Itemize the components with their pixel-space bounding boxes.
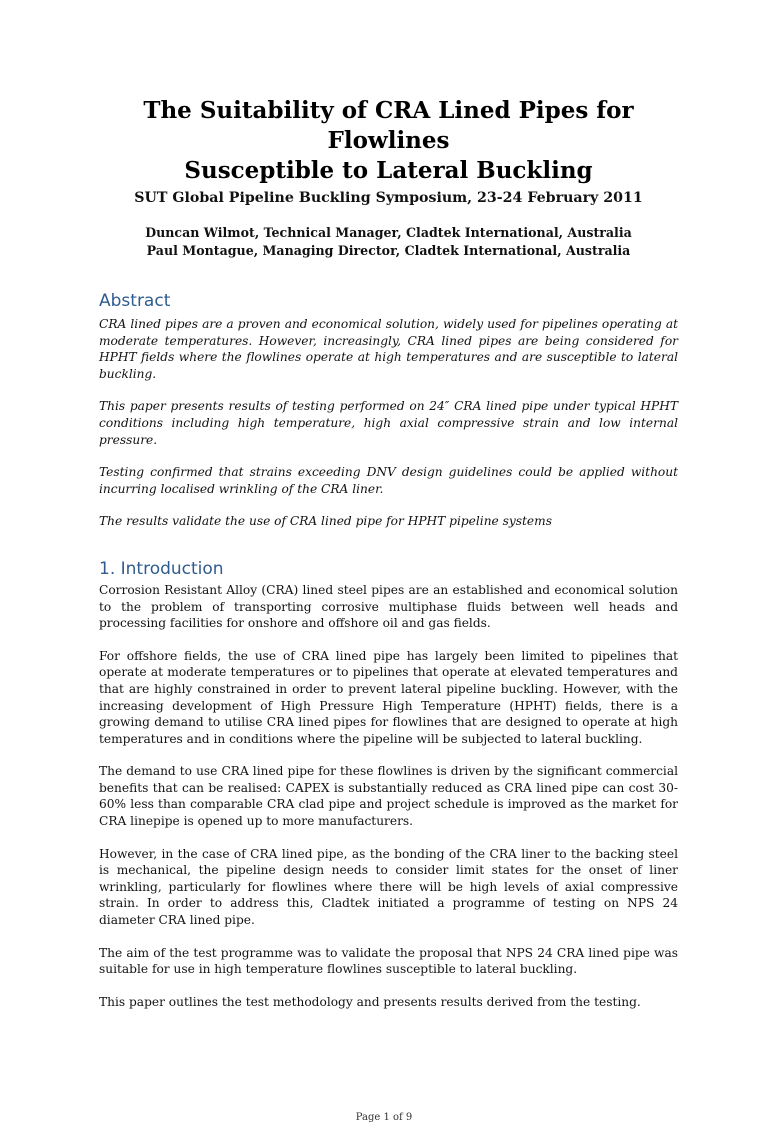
- conference-subtitle: SUT Global Pipeline Buckling Symposium, 23-24 February 2011: [134, 190, 643, 206]
- introduction-paragraph: However, in the case of CRA lined pipe, as the bonding of the CRA liner to the backing steel is mechanical, the pipeline design needs to consider limit states for the onset of liner wrinkling, particularly for flowlines where there will be high levels of axial compressive strain. In order to address this, Cladtek initiated a programme of testing on NPS 24 diameter CRA lined pipe.: [99, 846, 678, 928]
- introduction-paragraph: The aim of the test programme was to validate the proposal that NPS 24 CRA lined pipe was suitable for use in high temperature flowlines susceptible to lateral buckling.: [99, 945, 678, 977]
- author-list: [99, 224, 678, 260]
- introduction-paragraph: For offshore fields, the use of CRA lined pipe has largely been limited to pipelines that operate at moderate temperatures or to pipelines that operate at elevated temperatures and that are highly constrained in order to prevent lateral pipeline buckling. However, with the increasing development of High Pressure High Temperature (HPHT) fields, there is a growing demand to utilise CRA lined pipes for flowlines that are designed to operate at high temperatures and in conditions where the pipeline will be subjected to lateral buckling.: [99, 648, 678, 746]
- introduction-paragraph: Corrosion Resistant Alloy (CRA) lined steel pipes are an established and economical solution to the problem of transporting corrosive multiphase fluids between well heads and processing facilities for onshore and offshore oil and gas fields.: [99, 582, 678, 631]
- abstract-paragraph: The results validate the use of CRA lined pipe for HPHT pipeline systems: [99, 514, 552, 529]
- page-number: Page 1 of 9: [355, 1112, 413, 1123]
- abstract-section: [99, 316, 678, 530]
- abstract-paragraph: CRA lined pipes are a proven and economical solution, widely used for pipelines operating at moderate temperatures. However, increasingly, CRA lined pipes are being considered for HPHT fields where the flowlines operate at high temperatures and are susceptible to lateral buckling.: [99, 317, 678, 381]
- abstract-paragraph: Testing confirmed that strains exceeding DNV design guidelines could be applied without incurring localised wrinkling of the CRA liner.: [99, 465, 678, 496]
- title-line-2: Susceptible to Lateral Buckling: [184, 157, 593, 184]
- introduction-section: [99, 582, 678, 1010]
- author-line: Duncan Wilmot, Technical Manager, Cladtek International, Australia: [145, 225, 632, 240]
- abstract-paragraph: This paper presents results of testing performed on 24″ CRA lined pipe under typical HPHT conditions including high temperature, high axial compressive strain and low internal pressure.: [99, 399, 678, 447]
- author-line: Paul Montague, Managing Director, Cladtek International, Australia: [146, 243, 631, 258]
- document-page: [0, 96, 768, 1123]
- abstract-heading: Abstract: [99, 291, 171, 311]
- title-line-1: The Suitability of CRA Lined Pipes for Flowlines: [143, 97, 634, 154]
- introduction-paragraph: The demand to use CRA lined pipe for these flowlines is driven by the significant commercial benefits that can be realised: CAPEX is substantially reduced as CRA lined pipe can cost 30-60% less than comparable CRA clad pipe and project schedule is improved as the market for CRA linepipe is opened up to more manufacturers.: [99, 764, 678, 829]
- paper-title: [99, 96, 678, 186]
- introduction-heading: 1. Introduction: [99, 558, 224, 579]
- introduction-paragraph: This paper outlines the test methodology and presents results derived from the testing.: [99, 994, 641, 1009]
